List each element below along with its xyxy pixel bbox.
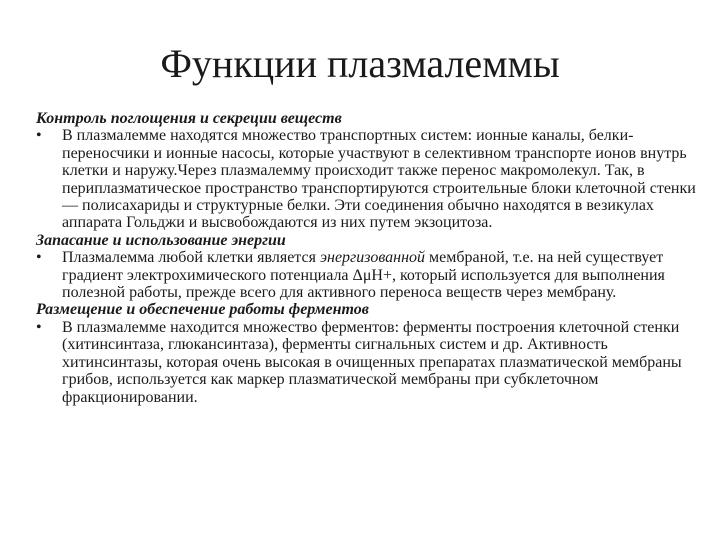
bullet-marker: • <box>36 318 42 336</box>
bullet-marker: • <box>36 249 42 267</box>
slide-title: Функции плазмалеммы <box>160 41 560 86</box>
bullet-text-energy <box>62 249 696 301</box>
bullet-text-energy-start: Плазмалемма любой клетки является <box>62 249 320 267</box>
bullet-text-energy-emphasis: энергизованной <box>319 249 426 267</box>
bullet-item-energy <box>36 249 696 301</box>
bullet-text-energy-end: мембраной, т.е. на ней существует градиент электрохимического потенциала ΔμН+, который используется для выполнения полезной работы, прежде всего для активного переноса веществ через мембрану. <box>62 249 665 302</box>
section-heading-enzymes: Размещение и обеспечение работы ферментов <box>36 301 369 319</box>
bullet-text-transport: В плазмалемме находятся множество транспортных систем: ионные каналы, белки-переносчики и ионные насосы, которые участвуют в селективном транспорте ионов внутрь клетки и наружу.Через плазмалемму происходит также перенос макромолекул. Так, в периплазматическое пространство транспортируются строительные блоки клеточной стенки — полисахариды и структурные белки. Эти соединения обычно находятся в везикулах аппарата Гольджи и высвобождаются из них путем экзоцитоза. <box>62 127 696 232</box>
slide-body <box>36 110 696 406</box>
bullet-item-transport <box>36 127 696 231</box>
bullet-item-enzymes <box>36 319 696 406</box>
section-heading-energy: Запасание и использование энергии <box>36 231 286 249</box>
bullet-marker: • <box>36 127 42 145</box>
bullet-text-enzymes: В плазмалемме находится множество ферментов: ферменты построения клеточной стенки (хитинсинтаза, глюкансинтаза), ферменты сигнальных систем и др. Активность хитинсинтазы, которая очень высокая в очищенных препаратах плазматической мембраны грибов, используется как маркер плазматической мембраны при субклеточном фракционировании. <box>62 318 682 406</box>
section-heading-transport: Контроль поглощения и секреции веществ <box>36 110 342 127</box>
